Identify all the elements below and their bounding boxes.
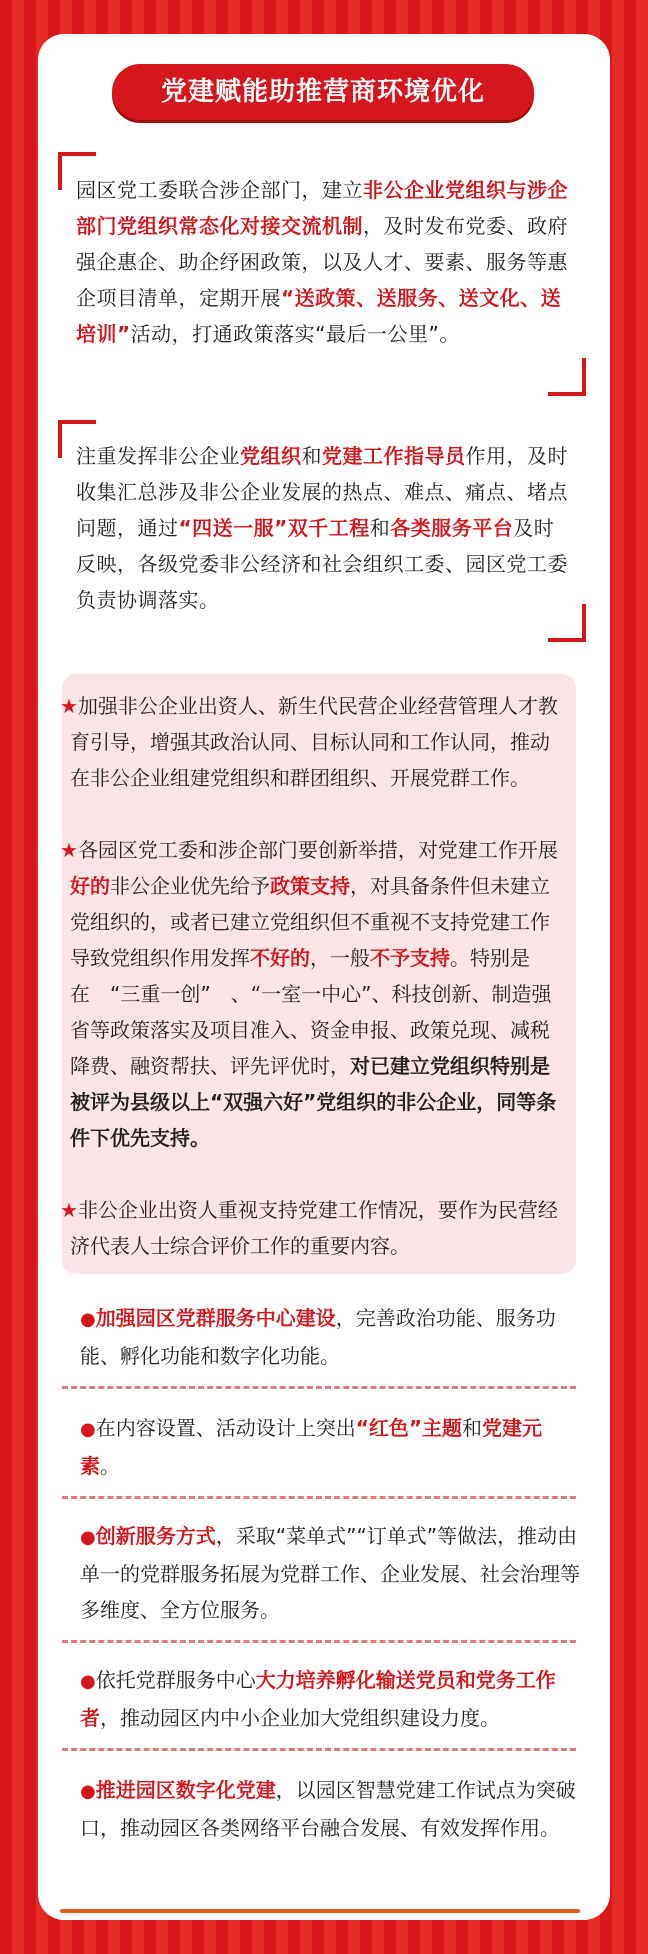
dashed-divider bbox=[62, 1496, 576, 1499]
highlight: 各类服务平台 bbox=[390, 516, 514, 540]
text: 各园区党工委和涉企部门要创新举措，对党建工作开展 bbox=[77, 838, 558, 862]
dashed-divider bbox=[62, 1748, 576, 1751]
bold-text: 对已建立党组织特别是被评为县级以上“双强六好”党组织的非公企业，同等条件下优先支持。 bbox=[70, 1054, 557, 1150]
text: 和 bbox=[301, 444, 322, 468]
bottom-decoration-line bbox=[60, 1909, 580, 1913]
page-title: 党建赋能助推营商环境优化 bbox=[112, 64, 534, 120]
text: 和 bbox=[369, 516, 391, 540]
text: ，及时发布党委、政府强企惠企、助企纾困政策，以及人才、要素、服务等惠企项目清单，定期开展 bbox=[76, 214, 568, 310]
text: 。 bbox=[100, 1454, 120, 1478]
highlight: “红色”主题 bbox=[355, 1416, 463, 1440]
text: 活动，打通政策落实“最后一公里”。 bbox=[130, 322, 460, 346]
text: 非公企业出资人重视支持党建工作情况，要作为民营经济代表人士综合评价工作的重要内容。 bbox=[70, 1198, 558, 1258]
star-icon: ★ bbox=[60, 838, 78, 862]
bullet-item-service-mode bbox=[80, 1518, 580, 1628]
text: ，完善政治功能、服务功能、孵化功能和数字化功能。 bbox=[80, 1306, 556, 1368]
highlight: “四送一服”双千工程 bbox=[178, 516, 370, 540]
paragraph-party-docking bbox=[76, 172, 574, 352]
text: 和 bbox=[462, 1416, 483, 1440]
text: 及时反映，各级党委非公经济和社会组织工委、园区党工委负责协调落实。 bbox=[76, 516, 568, 612]
dot-icon: ● bbox=[80, 1781, 96, 1802]
text: 加强非公企业出资人、新生代民营企业经营管理人才教育引导，增强其政治认同、目标认同和工作认同，推动在非公企业组建党组织和群团组织、开展党群工作。 bbox=[70, 694, 558, 790]
text: ，采取“菜单式”“订单式”等做法，推动由单一的党群服务拓展为党群工作、企业发展、社会治理等多维度、全方位服务。 bbox=[80, 1524, 580, 1622]
text: 注重发挥非公企业 bbox=[76, 444, 240, 468]
star-icon: ★ bbox=[60, 1198, 78, 1222]
highlight: 大力培养孵化输送党员和党务工作者 bbox=[80, 1668, 556, 1730]
dot-icon: ● bbox=[80, 1309, 96, 1330]
dashed-divider bbox=[62, 1640, 576, 1643]
star-item-policy-support bbox=[60, 832, 568, 1156]
highlight: 政策支持 bbox=[270, 874, 350, 898]
text: 作用，及时收集汇总涉及非公企业发展的热点、难点、痛点、堵点问题，通过 bbox=[76, 444, 568, 540]
text: 依托党群服务中心 bbox=[95, 1668, 256, 1692]
text: 在内容设置、活动设计上突出 bbox=[95, 1416, 356, 1440]
highlight: 党建元素 bbox=[80, 1416, 543, 1478]
highlight: 非公企业党组织与涉企部门党组织常态化对接交流机制 bbox=[76, 178, 568, 238]
dot-icon: ● bbox=[80, 1527, 96, 1548]
bullet-item-service-center bbox=[80, 1300, 580, 1374]
bullet-item-member-cultivation bbox=[80, 1662, 580, 1736]
paragraph-instructor-role bbox=[76, 438, 574, 618]
highlight: 党组织 bbox=[240, 444, 302, 468]
dot-icon: ● bbox=[80, 1419, 96, 1440]
text: ，对具备条件但未建立党组织的，或者已建立党组织但不重视不支持党建工作导致党组织作用发挥 bbox=[70, 874, 550, 970]
text: ，推动园区内中小企业加大党组织建设力度。 bbox=[100, 1706, 500, 1730]
highlight: 不予支持 bbox=[370, 946, 450, 970]
corner-bracket-bottom-right bbox=[548, 604, 586, 642]
bullet-item-red-theme bbox=[80, 1410, 580, 1484]
highlight: 创新服务方式 bbox=[95, 1524, 216, 1548]
bullet-item-digital-party bbox=[80, 1772, 580, 1846]
text: 园区党工委联合涉企部门，建立 bbox=[76, 178, 363, 202]
text: 非公企业优先给予 bbox=[110, 874, 270, 898]
star-item-evaluation bbox=[60, 1192, 568, 1264]
corner-bracket-bottom-right bbox=[548, 358, 586, 396]
highlight: 好的 bbox=[70, 874, 110, 898]
highlight: 党建工作指导员 bbox=[322, 444, 466, 468]
dot-icon: ● bbox=[80, 1671, 96, 1692]
highlight: 不好的 bbox=[250, 946, 310, 970]
star-icon: ★ bbox=[60, 694, 78, 718]
star-item-education bbox=[60, 688, 568, 796]
text: ，一般 bbox=[310, 946, 370, 970]
text: ，以园区智慧党建工作试点为突破口，推动园区各类网络平台融合发展、有效发挥作用。 bbox=[80, 1778, 576, 1840]
text: 。特别是在 “三重一创” 、“一室一中心”、科技创新、制造强省等政策落实及项目准入、资金申报、政策兑现、减税降费、融资帮扶、评先评优时， bbox=[70, 946, 552, 1078]
highlight: 推进园区数字化党建 bbox=[95, 1778, 276, 1802]
dashed-divider bbox=[62, 1386, 576, 1389]
highlight: “送政策、送服务、送文化、送培训” bbox=[76, 286, 562, 346]
highlight: 加强园区党群服务中心建设 bbox=[95, 1306, 336, 1330]
